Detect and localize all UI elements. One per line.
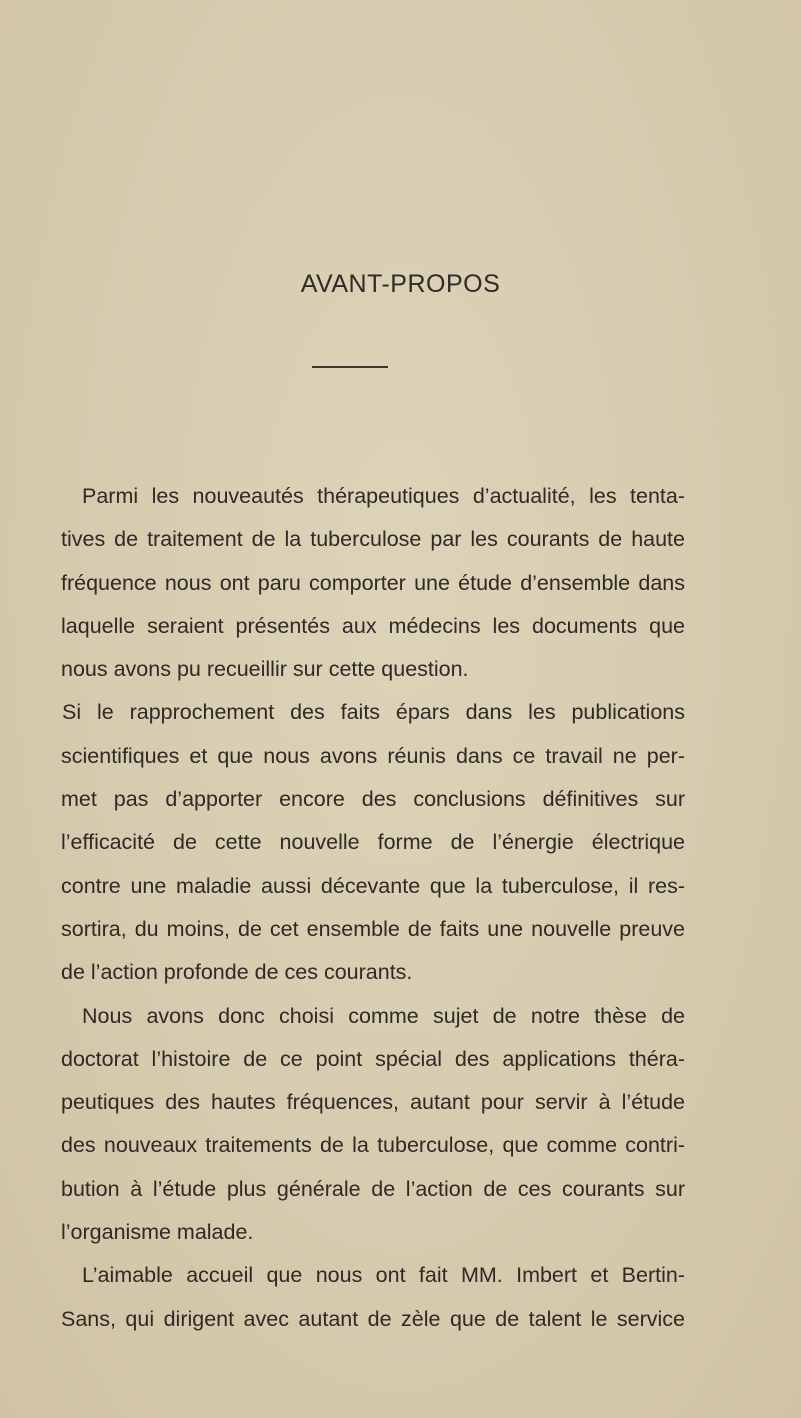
- text-line: tives de traitement de la tuberculose par les courants de haute: [61, 527, 685, 552]
- text-line: fréquence nous ont paru comporter une étude d’ensemble dans: [61, 570, 685, 595]
- text-line: l’organisme malade.: [61, 1220, 254, 1245]
- text-line: L’aimable accueil que nous ont fait MM. Imbert et Bertin-: [82, 1263, 685, 1288]
- body-text: [61, 475, 685, 1341]
- text-line: sortira, du moins, de cet ensemble de faits une nouvelle preuve: [61, 916, 685, 941]
- text-line: l’efficacité de cette nouvelle forme de l’énergie électrique: [61, 830, 685, 855]
- text-line: contre une maladie aussi décevante que la tuberculose, il res-: [61, 873, 685, 898]
- text-line: Sans, qui dirigent avec autant de zèle que de talent le service: [61, 1306, 685, 1331]
- text-line: nous avons pu recueillir sur cette question.: [61, 657, 469, 682]
- text-line: peutiques des hautes fréquences, autant pour servir à l’étude: [61, 1090, 685, 1115]
- title-rule: [312, 366, 388, 368]
- text-line: laquelle seraient présentés aux médecins les documents que: [61, 613, 685, 638]
- text-line: Nous avons donc choisi comme sujet de notre thèse de: [82, 1003, 685, 1028]
- text-line: Parmi les nouveautés thérapeutiques d’actualité, les tenta-: [82, 484, 685, 508]
- text-line: de l’action profonde de ces courants.: [61, 960, 413, 985]
- text-line: met pas d’apporter encore des conclusions définitives sur: [61, 787, 685, 812]
- text-line: Si le rapprochement des faits épars dans les publications: [62, 700, 685, 725]
- text-line: des nouveaux traitements de la tuberculose, que comme contri-: [61, 1133, 685, 1158]
- text-line: scientifiques et que nous avons réunis dans ce travail ne per-: [61, 743, 685, 768]
- text-line: doctorat l’histoire de ce point spécial des applications théra-: [61, 1046, 685, 1071]
- page-title: AVANT-PROPOS: [300, 270, 501, 298]
- text-line: bution à l’étude plus générale de l’action de ces courants sur: [61, 1176, 685, 1201]
